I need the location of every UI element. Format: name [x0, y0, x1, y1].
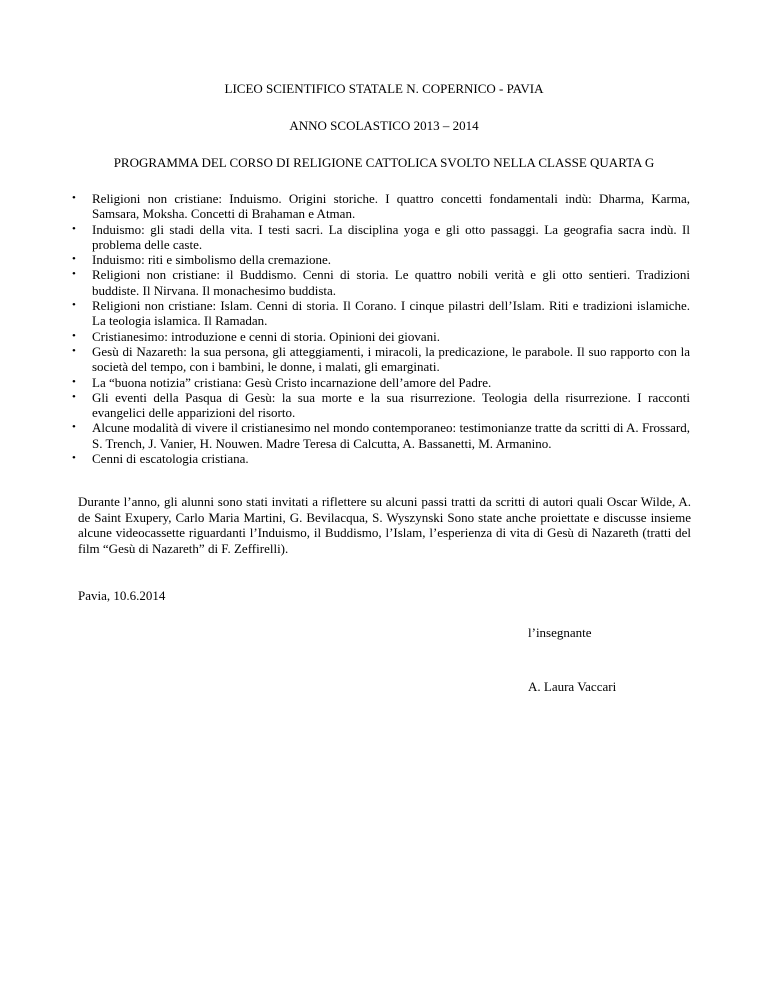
topic-text: Gesù di Nazareth: la sua persona, gli atteggiamenti, i miracoli, la predicazione, le parabole. Il suo rapporto con la società del tempo, con i bambini, le donne, i malati, gli emarginati.	[92, 343, 690, 375]
bullet-icon: •	[72, 329, 76, 342]
topic-text: Cenni di escatologia cristiana.	[92, 451, 249, 467]
bullet-icon: •	[72, 375, 76, 388]
list-item	[72, 221, 690, 253]
topic-text: Alcune modalità di vivere il cristianesimo nel mondo contemporaneo: testimonianze tratte da scritti di A. Frossard, S. Trench, J. Vanier, H. Nouwen. Madre Teresa di Calcutta, A. Bassanetti, M. Armanino.	[92, 420, 690, 451]
list-item	[72, 328, 690, 344]
list-item	[72, 343, 690, 375]
bullet-icon: •	[72, 268, 76, 281]
list-item	[72, 252, 690, 268]
bullet-icon: •	[72, 299, 76, 312]
topics-list	[72, 191, 690, 467]
list-item	[72, 451, 690, 467]
bullet-icon: •	[72, 390, 76, 403]
bullet-icon: •	[72, 421, 76, 434]
school-name: LICEO SCIENTIFICO STATALE N. COPERNICO - PAVIA	[224, 81, 544, 96]
list-item	[72, 389, 690, 421]
list-item	[72, 267, 690, 298]
list-item	[72, 298, 690, 329]
list-item	[72, 420, 690, 451]
topic-text: Induismo: riti e simbolismo della cremazione.	[92, 252, 332, 268]
teacher-name: A. Laura Vaccari	[528, 679, 617, 694]
topic-text: Gli eventi della Pasqua di Gesù: la sua morte e la sua risurrezione. Teologia della risurrezione. I racconti evangelici delle apparizioni del risorto.	[92, 389, 690, 421]
topic-text: Religioni non cristiane: Islam. Cenni di storia. Il Corano. I cinque pilastri dell’Islam. Riti e tradizioni islamiche. La teologia islamica. Il Ramadan.	[92, 298, 690, 329]
topic-text: La “buona notizia” cristiana: Gesù Cristo incarnazione dell’amore del Padre.	[92, 374, 492, 390]
summary-paragraph: Durante l’anno, gli alunni sono stati invitati a riflettere su alcuni passi tratti da scritti di autori quali Oscar Wilde, A. de Saint Exupery, Carlo Maria Martini, G. Bevilacqua, S. Wyszynski Sono state anche proiettate e discusse insieme alcune videocassette riguardanti l’Induismo, il Buddismo, l’Islam, l’esperienza di vita di Gesù di Nazareth (tratti del film “Gesù di Nazareth” di F. Zeffirelli).	[78, 494, 691, 556]
topic-text: Religioni non cristiane: Induismo. Origini storiche. I quattro concetti fondamentali indù: Dharma, Karma, Samsara, Moksha. Concetti di Brahaman e Atman.	[92, 191, 690, 222]
bullet-icon: •	[72, 253, 76, 266]
school-year: ANNO SCOLASTICO 2013 – 2014	[289, 118, 479, 133]
place-date: Pavia, 10.6.2014	[78, 588, 166, 603]
list-item	[72, 191, 690, 222]
program-title: PROGRAMMA DEL CORSO DI RELIGIONE CATTOLICA SVOLTO NELLA CLASSE QUARTA G	[113, 155, 655, 170]
list-item	[72, 374, 690, 390]
topic-text: Cristianesimo: introduzione e cenni di storia. Opinioni dei giovani.	[92, 328, 441, 344]
topic-text: Religioni non cristiane: il Buddismo. Cenni di storia. Le quattro nobili verità e gli otto sentieri. Tradizioni buddiste. Il Nirvana. Il monachesimo buddista.	[92, 267, 690, 298]
bullet-icon: •	[72, 222, 76, 235]
teacher-label: l’insegnante	[528, 625, 592, 640]
bullet-icon: •	[72, 452, 76, 465]
topic-text: Induismo: gli stadi della vita. I testi sacri. La disciplina yoga e gli otto passaggi. La geografia sacra indù. Il problema delle caste.	[92, 221, 690, 252]
bullet-icon: •	[72, 192, 76, 204]
bullet-icon: •	[72, 344, 76, 357]
